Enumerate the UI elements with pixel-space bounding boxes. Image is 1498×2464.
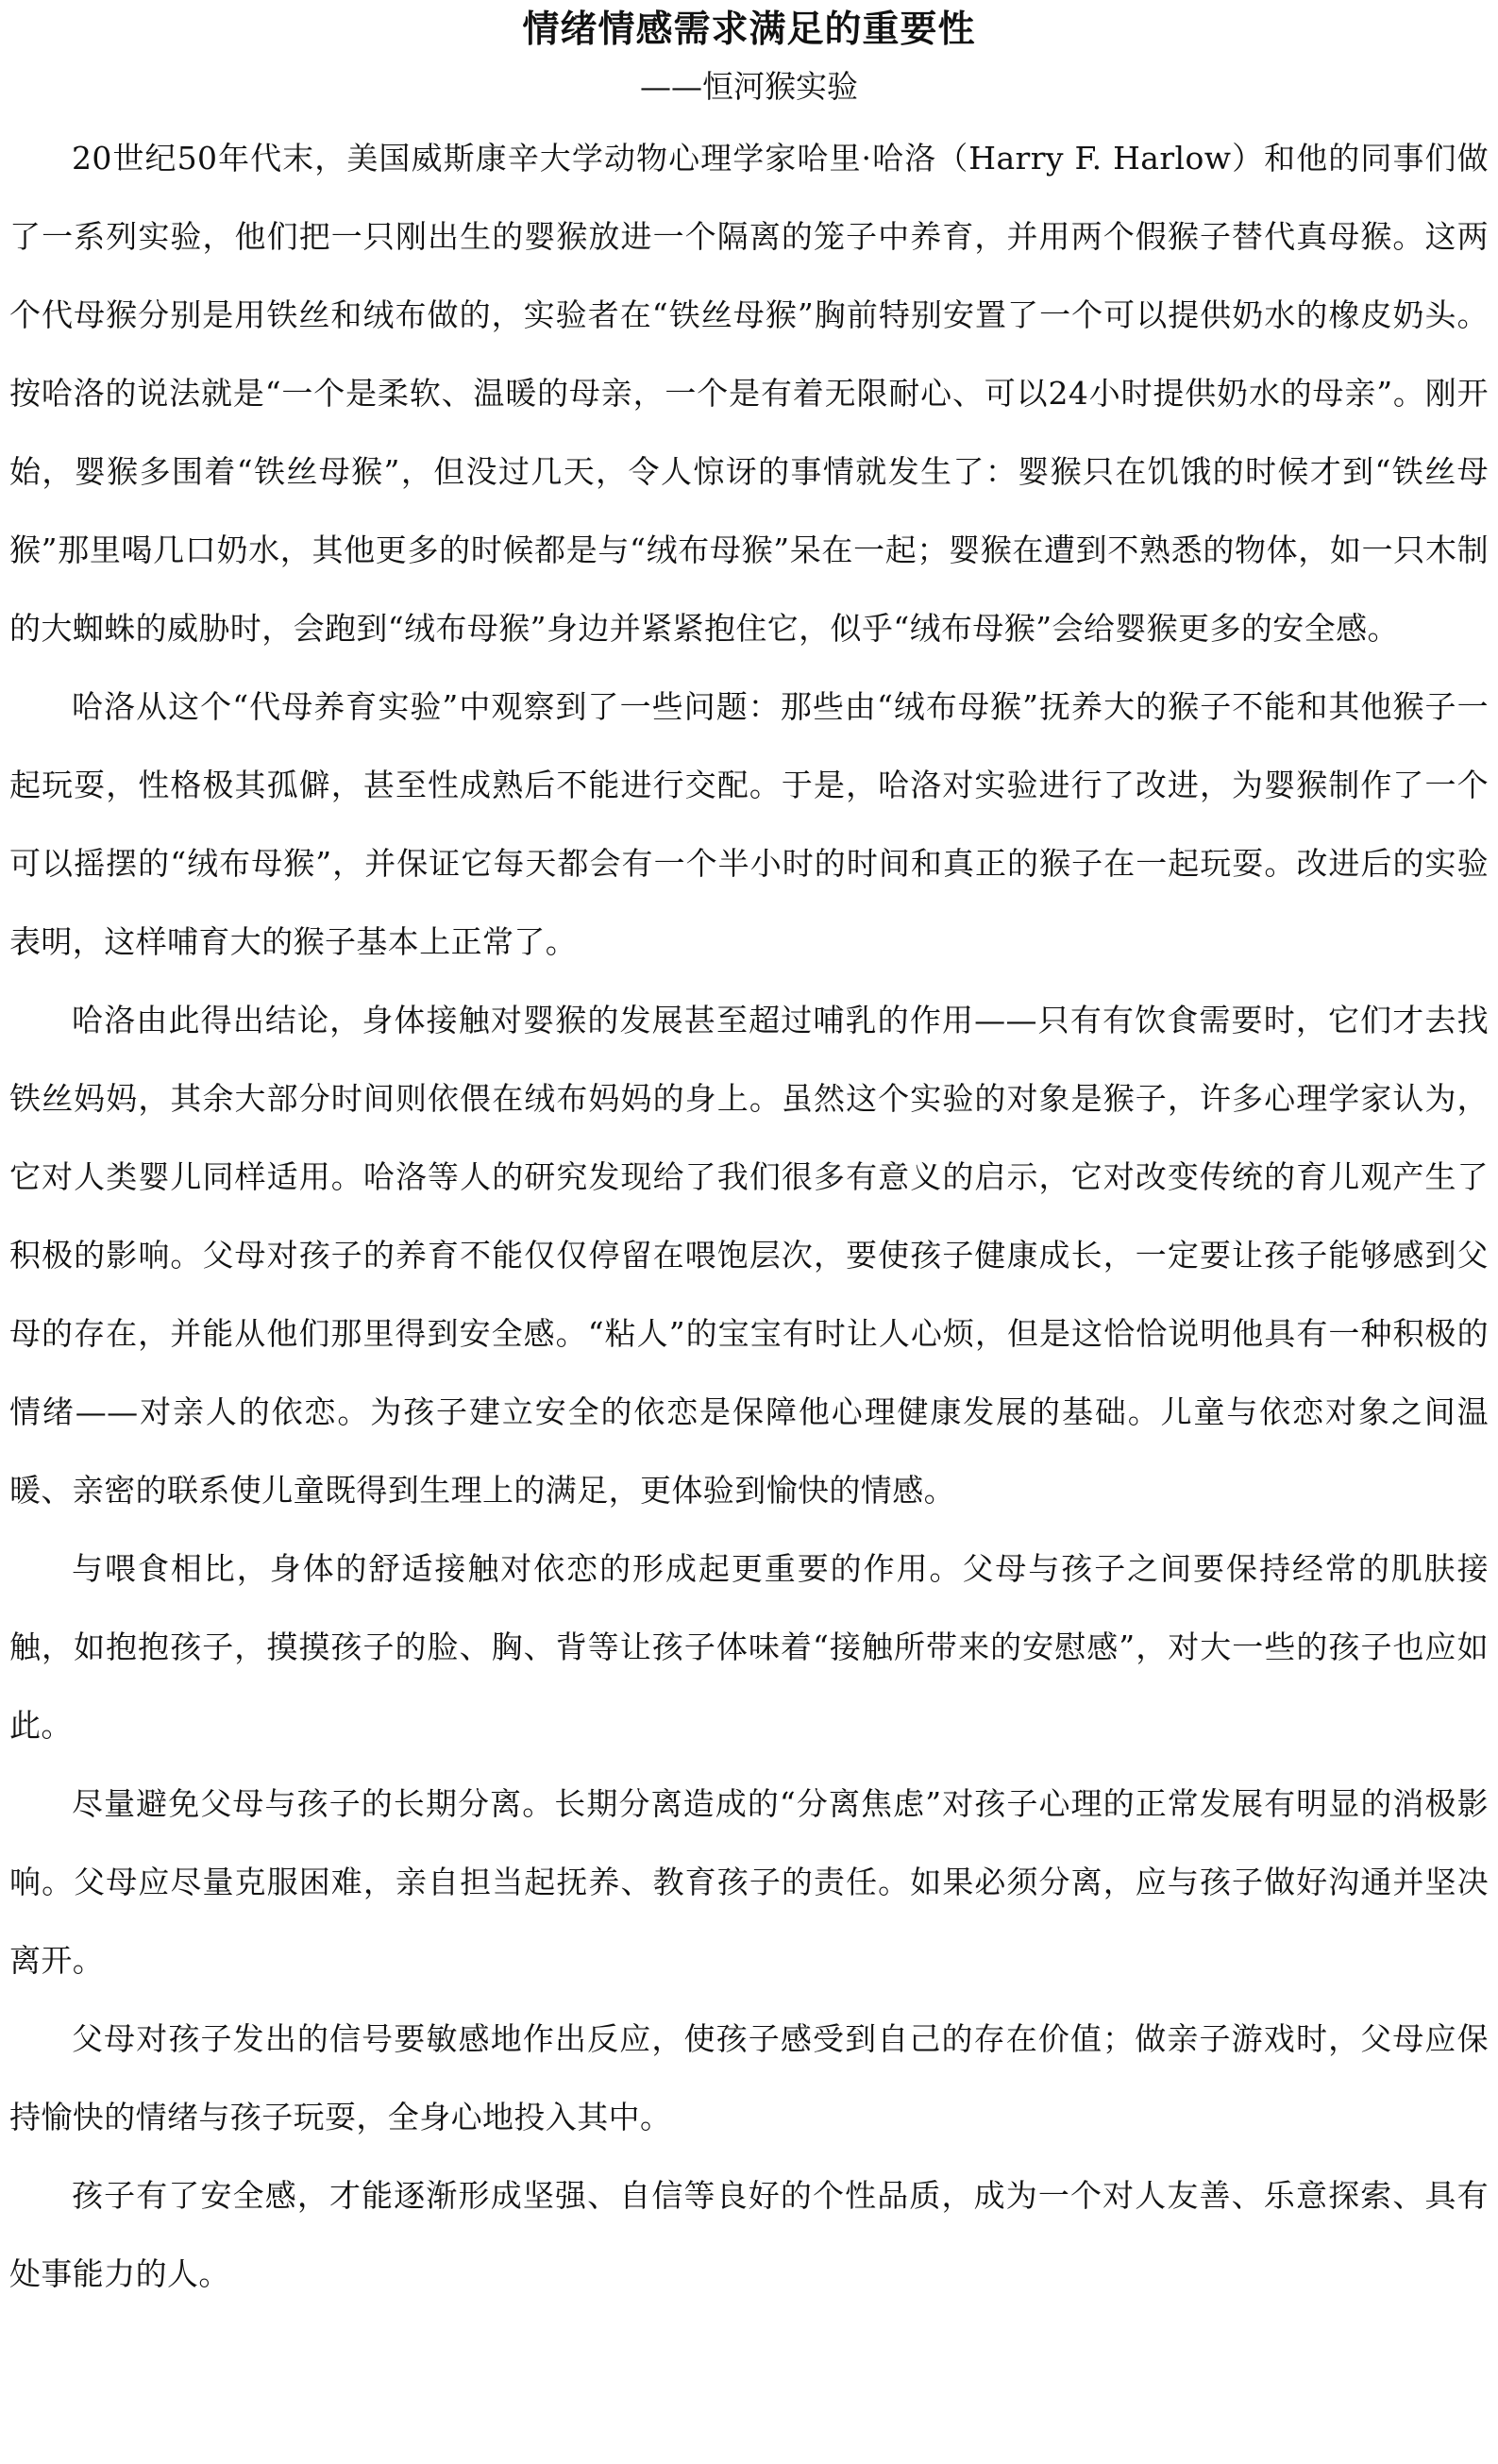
paragraph-5: 尽量避免父母与孩子的长期分离。长期分离造成的“分离焦虑”对孩子心理的正常发展有明显的消极影响。父母应尽量克服困难，亲自担当起抚养、教育孩子的责任。如果必须分离，应与孩子做好沟通并坚决离开。 bbox=[9, 1785, 1489, 1979]
document-body bbox=[9, 119, 1489, 2313]
paragraph-1: 20世纪50年代末，美国威斯康辛大学动物心理学家哈里·哈洛（Harry F. Harlow）和他的同事们做了一系列实验，他们把一只刚出生的婴猴放进一个隔离的笼子中养育，并用两个假猴子替代真母猴。这两个代母猴分别是用铁丝和绒布做的，实验者在“铁丝母猴”胸前特别安置了一个可以提供奶水的橡皮奶头。按哈洛的说法就是“一个是柔软、温暖的母亲，一个是有着无限耐心、可以24小时提供奶水的母亲”。刚开始，婴猴多围着“铁丝母猴”，但没过几天，令人惊讶的事情就发生了：婴猴只在饥饿的时候才到“铁丝母猴”那里喝几口奶水，其他更多的时候都是与“绒布母猴”呆在一起；婴猴在遭到不熟悉的物体，如一只木制的大蜘蛛的威胁时，会跑到“绒布母猴”身边并紧紧抱住它，似乎“绒布母猴”会给婴猴更多的安全感。 bbox=[9, 140, 1489, 647]
paragraph-4: 与喂食相比，身体的舒适接触对依恋的形成起更重要的作用。父母与孩子之间要保持经常的肌肤接触，如抱抱孩子，摸摸孩子的脸、胸、背等让孩子体味着“接触所带来的安慰感”，对大一些的孩子也应如此。 bbox=[9, 1550, 1489, 1744]
page-title: 情绪情感需求满足的重要性 bbox=[522, 8, 976, 51]
paragraph-2: 哈洛从这个“代母养育实验”中观察到了一些问题：那些由“绒布母猴”抚养大的猴子不能和其他猴子一起玩耍，性格极其孤僻，甚至性成熟后不能进行交配。于是，哈洛对实验进行了改进，为婴猴制作了一个可以摇摆的“绒布母猴”，并保证它每天都会有一个半小时的时间和真正的猴子在一起玩耍。改进后的实验表明，这样哺育大的猴子基本上正常了。 bbox=[9, 688, 1489, 960]
paragraph-3: 哈洛由此得出结论，身体接触对婴猴的发展甚至超过哺乳的作用——只有有饮食需要时，它们才去找铁丝妈妈，其余大部分时间则依偎在绒布妈妈的身上。虽然这个实验的对象是猴子，许多心理学家认为，它对人类婴儿同样适用。哈洛等人的研究发现给了我们很多有意义的启示，它对改变传统的育儿观产生了积极的影响。父母对孩子的养育不能仅仅停留在喂饱层次，要使孩子健康成长，一定要让孩子能够感到父母的存在，并能从他们那里得到安全感。“粘人”的宝宝有时让人心烦，但是这恰恰说明他具有一种积极的情绪——对亲人的依恋。为孩子建立安全的依恋是保障他心理健康发展的基础。儿童与依恋对象之间温暖、亲密的联系使儿童既得到生理上的满足，更体验到愉快的情感。 bbox=[9, 1002, 1489, 1509]
page-subtitle: ——恒河猴实验 bbox=[640, 68, 858, 105]
paragraph-7: 孩子有了安全感，才能逐渐形成坚强、自信等良好的个性品质，成为一个对人友善、乐意探索、具有处事能力的人。 bbox=[9, 2177, 1489, 2292]
paragraph-6: 父母对孩子发出的信号要敏感地作出反应，使孩子感受到自己的存在价值；做亲子游戏时，父母应保持愉快的情绪与孩子玩耍，全身心地投入其中。 bbox=[9, 2020, 1489, 2135]
